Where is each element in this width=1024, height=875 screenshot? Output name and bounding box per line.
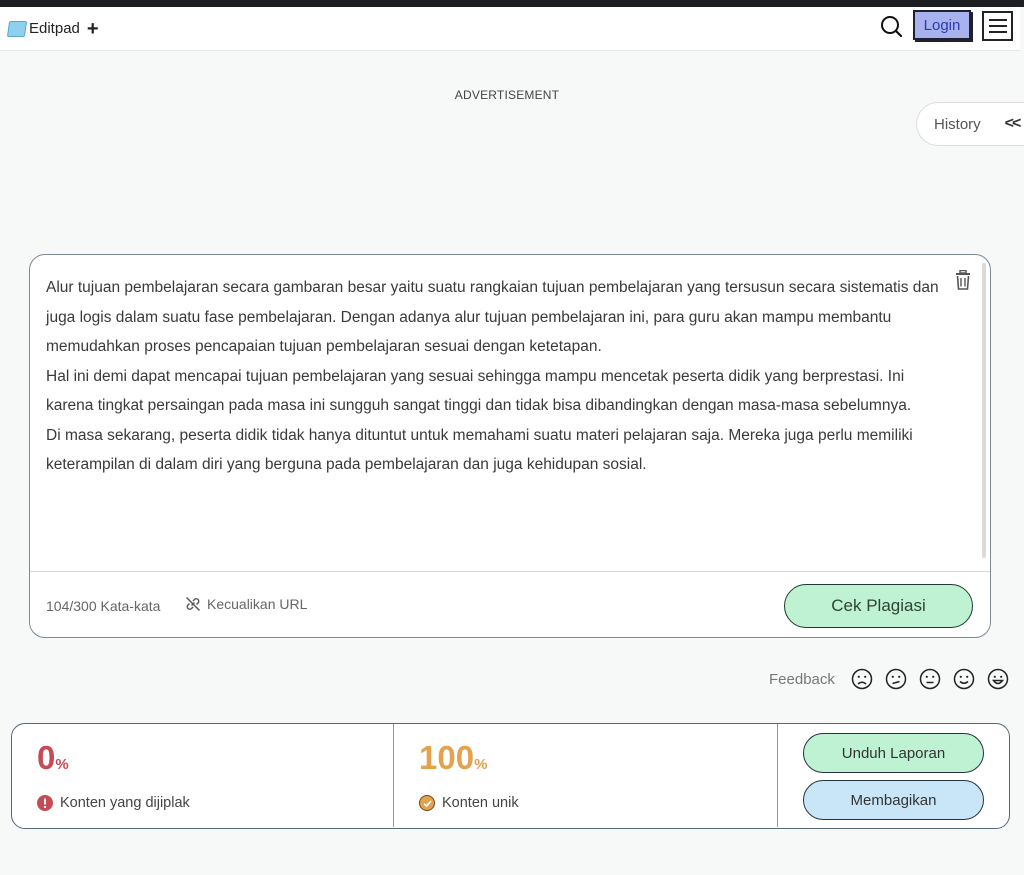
editor-footer [30, 571, 990, 638]
login-button[interactable]: Login [913, 10, 971, 40]
results-card [11, 723, 1010, 829]
share-button[interactable]: Membagikan [803, 780, 984, 820]
unique-label: Konten unik [442, 795, 519, 811]
editor-scrollbar[interactable] [982, 263, 986, 558]
new-document-button[interactable]: + [86, 17, 99, 40]
header [0, 7, 1020, 51]
advertisement-label: ADVERTISEMENT [454, 88, 560, 102]
text-editor-card [29, 254, 991, 638]
download-report-button[interactable]: Unduh Laporan [803, 733, 984, 773]
very-sad-face-icon[interactable] [851, 668, 873, 690]
exclude-url-label: Kecualikan URL [207, 596, 308, 612]
plagiarized-stat [37, 738, 190, 811]
happy-face-icon[interactable] [953, 668, 975, 690]
unique-percentage: 100% [419, 739, 488, 776]
check-plagiarism-button[interactable]: Cek Plagiasi [784, 584, 973, 628]
feedback-label: Feedback [769, 670, 835, 688]
sad-face-icon[interactable] [885, 668, 907, 690]
chevrons-left-icon: << [1004, 115, 1020, 132]
hamburger-menu-icon[interactable] [982, 11, 1013, 41]
unique-stat [419, 738, 519, 811]
very-happy-face-icon[interactable] [987, 668, 1009, 690]
check-circle-icon [419, 795, 435, 811]
notepad-icon [7, 21, 27, 37]
history-label: History [934, 115, 981, 133]
word-count: 104/300 Kata-kata [46, 598, 161, 614]
plagiarized-label: Konten yang dijiplak [60, 795, 190, 811]
feedback-row [769, 668, 1021, 690]
history-panel-toggle[interactable] [916, 102, 1024, 146]
results-divider [777, 724, 778, 827]
window-top-edge [0, 0, 1024, 7]
trash-icon[interactable] [954, 270, 972, 290]
text-input-area[interactable]: Alur tujuan pembelajaran secara gambaran besar yaitu suatu rangkaian tujuan pembelajaran yang tersusun secara sistematis dan juga logis dalam suatu fase pembelajaran. Dengan adanya alur tujuan pembelajaran ini, para guru akan mampu membantu memudahkan proses pencapaian tujuan pembelajaran sesuai dengan ketetapan. Hal ini demi dapat mencapai tujuan pembelajaran yang sesuai sehingga mampu mencetak peserta didik yang berprestasi. Ini karena tingkat persaingan pada masa ini sungguh sangat tinggi dan tidak bisa dibandingkan dengan masa-masa sebelumnya. Di masa sekarang, peserta didik tidak hanya dituntut untuk memahami suatu materi pelajaran saja. Mereka juga perlu memiliki keterampilan di dalam diri yang berguna pada pembelajaran dan juga kehidupan sosial. [46, 279, 939, 473]
results-divider [393, 724, 394, 827]
neutral-face-icon[interactable] [919, 668, 941, 690]
alert-icon [37, 795, 53, 811]
unlink-icon [185, 596, 201, 612]
app-name: Editpad [29, 20, 80, 37]
app-logo[interactable] [8, 17, 99, 40]
search-icon[interactable] [880, 15, 902, 37]
exclude-url-toggle[interactable] [185, 596, 307, 612]
plagiarized-percentage: 0% [37, 739, 69, 776]
